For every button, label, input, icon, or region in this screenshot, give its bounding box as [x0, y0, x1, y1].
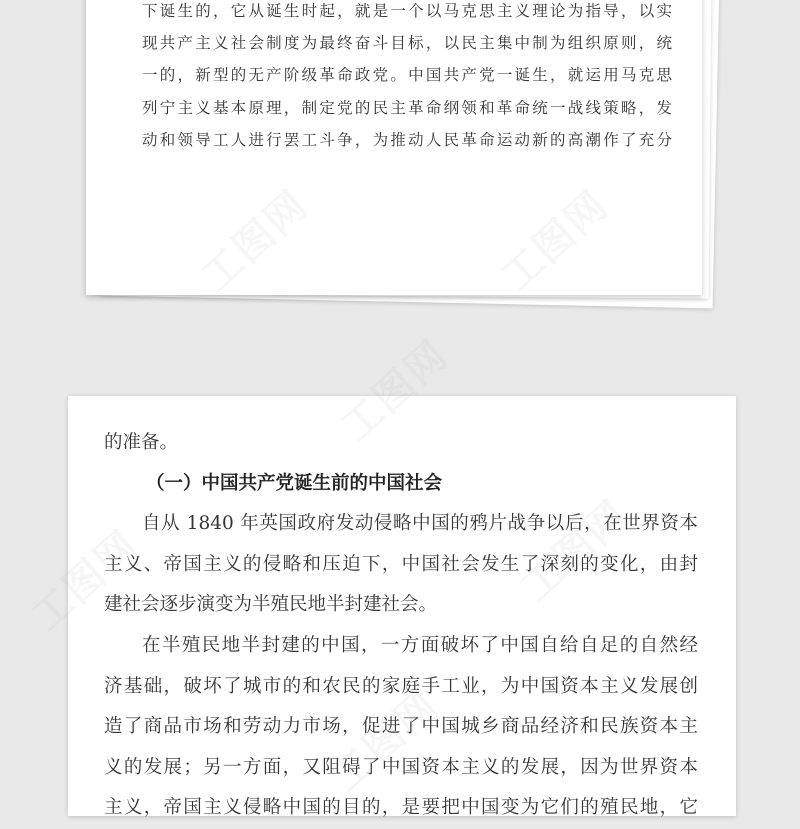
- text-line: 在半殖民地半封建的中国，一方面破坏了中国自给自足的自然经: [142, 634, 698, 656]
- text-line: 济基础，破坏了城市的和农民的家庭手工业，为中国资本主义发展创: [104, 675, 698, 697]
- text-line: 主义、帝国主义的侵略和压迫下，中国社会发生了深刻的变化，由封: [104, 553, 698, 575]
- text-line: 义的发展；另一方面，又阻碍了中国资本主义的发展，因为世界资本: [104, 756, 698, 778]
- section-heading: （一）中国共产党诞生前的中国社会: [146, 472, 443, 494]
- text-line: 的准备。: [104, 432, 179, 453]
- text-line: 列宁主义基本原理，制定党的民主革命纲领和革命统一战线策略，发: [142, 98, 672, 117]
- text-line: 主义，帝国主义侵略中国的目的，是要把中国变为它们的殖民地，它: [104, 797, 698, 819]
- text-line: 一的，新型的无产阶级革命政党。中国共产党一诞生，就运用马克思: [142, 66, 672, 85]
- text-line: 下诞生的，它从诞生时起，就是一个以马克思主义理论为指导，以实: [142, 2, 672, 20]
- watermark: 工图网: [333, 331, 458, 451]
- text-line: 造了商品市场和劳动力市场，促进了中国城乡商品经济和民族资本主: [104, 716, 698, 738]
- page-top-body: [142, 0, 672, 156]
- text-line: 建社会逐步演变为半殖民地半封建社会。: [104, 594, 438, 616]
- document-page-bottom: [68, 396, 736, 819]
- text-line: 动和领导工人进行罢工斗争，为推动人民革命运动新的高潮作了充分: [142, 130, 672, 149]
- text-line: 现共产主义社会制度为最终奋斗目标，以民主集中制为组织原则，统: [142, 34, 672, 53]
- page-bottom-body: [104, 423, 698, 829]
- document-page-top: [86, 0, 702, 295]
- text-line: 自从 1840 年英国政府发动侵略中国的鸦片战争以后，在世界资本: [142, 513, 698, 535]
